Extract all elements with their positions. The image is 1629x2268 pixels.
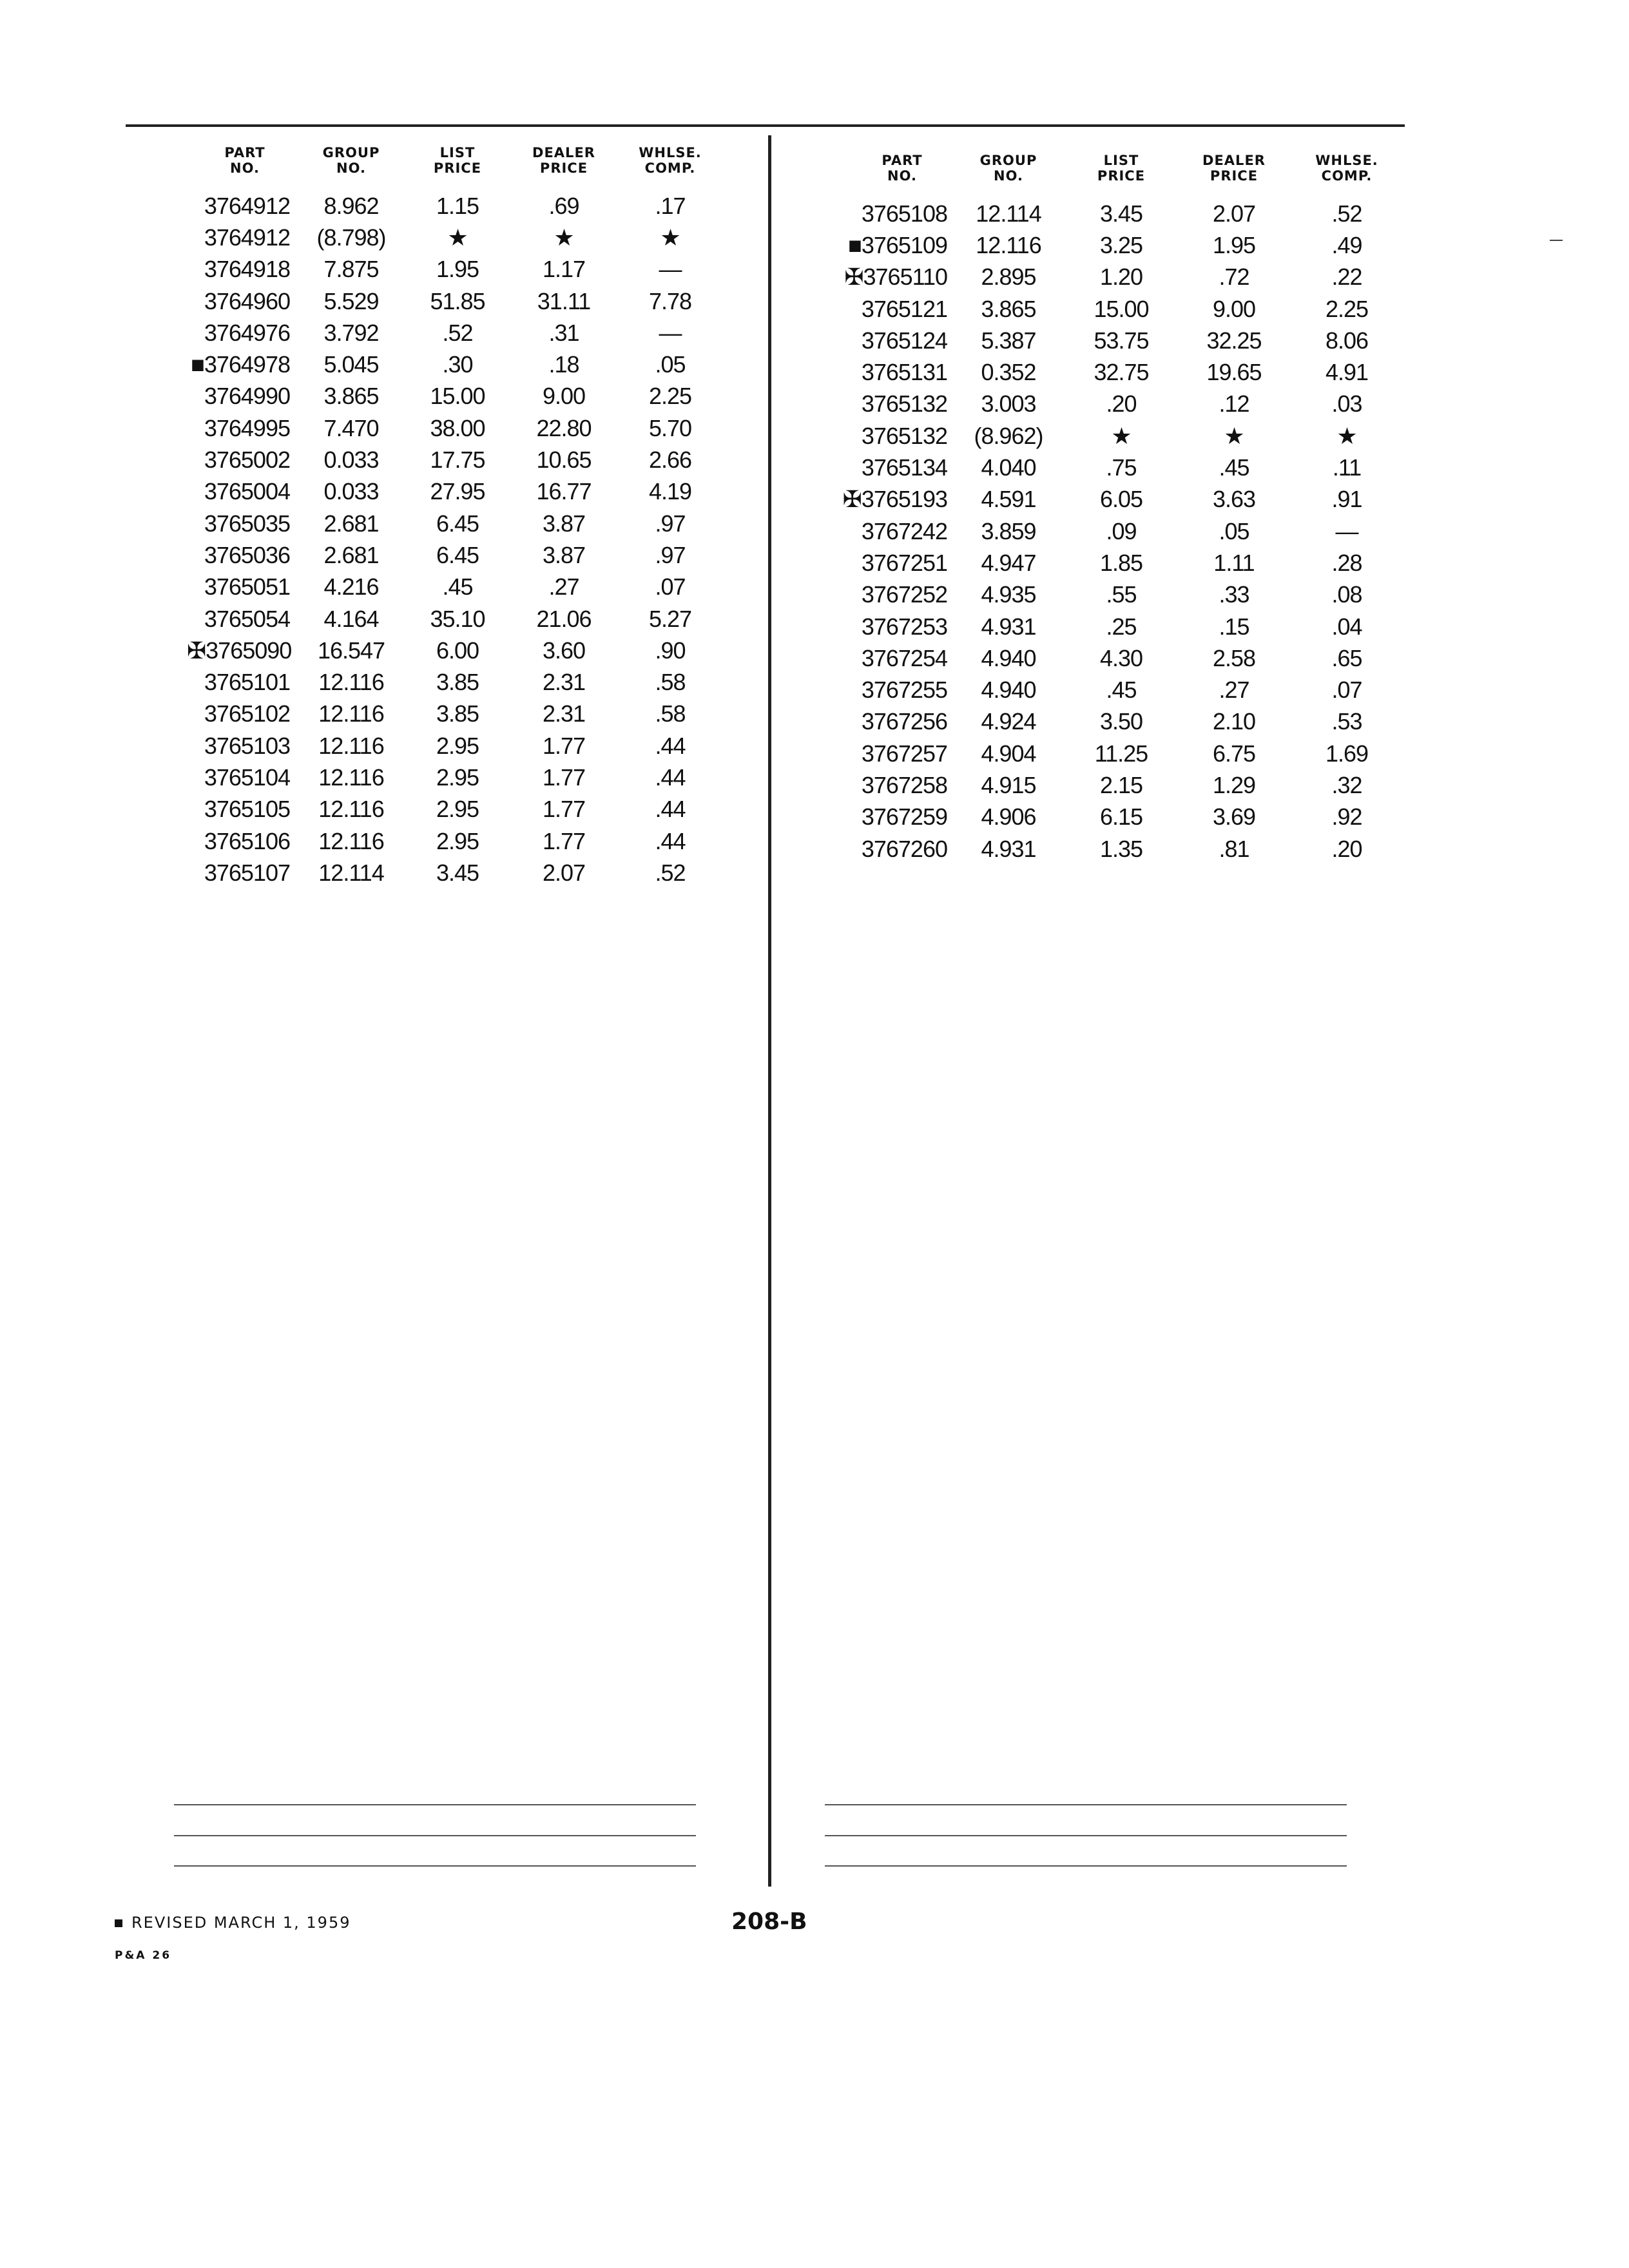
dealer-price-cell: .31 [548,319,579,346]
group-no-cell: 4.216 [323,573,379,601]
dealer-price-cell: 3.87 [542,541,586,568]
whlse-comp-cell: .49 [1331,231,1362,258]
group-no-cell: 7.470 [323,414,379,441]
table-row [838,769,1398,801]
table-row [838,325,1398,356]
square-bullet-icon [115,1919,122,1927]
table-row [838,229,1398,261]
table-row [187,412,715,444]
whlse-comp-cell: 4.19 [648,478,692,505]
group-no-cell: 8.962 [323,192,379,219]
list-price-cell: 1.95 [436,256,479,283]
whlse-comp-cell: .03 [1331,390,1362,418]
table-row [187,349,715,380]
part-no-cell: 3765106 [204,827,290,854]
dealer-price-cell: .15 [1219,613,1249,640]
list-price-cell: 3.85 [436,700,479,727]
blank-line [825,1835,1347,1836]
group-no-cell: 5.045 [323,351,379,378]
whlse-comp-cell: 1.69 [1325,740,1369,767]
group-no-cell: 5.529 [323,287,379,314]
whlse-comp-cell: .04 [1331,613,1362,640]
part-no-cell: 3765124 [861,327,947,354]
list-price-cell: .09 [1106,517,1137,544]
part-no-cell: ■3765109 [848,231,947,258]
whlse-comp-cell: .52 [655,859,686,886]
list-price-cell: 6.45 [436,510,479,537]
table-row [187,285,715,317]
table-row [838,706,1398,738]
table-row [187,381,715,412]
group-no-cell: 3.792 [323,319,379,346]
dealer-price-cell: ★ [1224,422,1244,449]
dealer-price-cell: 3.87 [542,510,586,537]
part-no-cell: 3764918 [204,256,290,283]
list-price-cell: 38.00 [430,414,485,441]
list-price-cell: ★ [447,224,468,251]
dealer-price-cell: 3.63 [1212,486,1256,513]
list-price-cell: 3.45 [1099,200,1143,227]
list-price-cell: .55 [1106,581,1137,608]
table-row [838,802,1398,833]
list-price-cell: 4.30 [1099,644,1143,671]
whlse-comp-cell: .58 [655,700,686,727]
list-price-cell: 17.75 [430,447,485,474]
list-price-cell: 6.15 [1099,803,1143,831]
part-no-cell: 3767256 [861,708,947,735]
right-table-header [838,145,1398,193]
list-price-cell: 6.45 [436,541,479,568]
whlse-comp-cell: 8.06 [1325,327,1369,354]
whlse-comp-cell: .44 [655,796,686,823]
header-part-no: PART NO. [882,153,923,184]
table-row [838,198,1398,229]
whlse-comp-cell: .11 [1332,454,1362,481]
whlse-comp-cell: 5.27 [648,605,692,632]
part-no-cell: ✠3765193 [842,486,947,513]
group-no-cell: 12.116 [318,827,384,854]
table-row [838,674,1398,706]
group-no-cell: 3.865 [323,383,379,410]
whlse-comp-cell: .28 [1331,549,1362,576]
margin-mark [1550,240,1563,241]
group-no-cell: 2.681 [323,541,379,568]
group-no-cell: 4.906 [981,803,1036,831]
dealer-price-cell: 1.11 [1213,549,1255,576]
header-list-price: LIST PRICE [1097,153,1146,184]
group-no-cell: 12.116 [318,700,384,727]
part-no-cell: 3764995 [204,414,290,441]
header-group-no: GROUP NO. [979,153,1037,184]
list-price-cell: .45 [442,573,473,601]
header-part-no: PART NO. [224,145,265,176]
part-no-cell: 3767252 [861,581,947,608]
whlse-comp-cell: 2.25 [1325,295,1369,322]
whlse-comp-cell: .65 [1331,644,1362,671]
whlse-comp-cell: .97 [655,541,686,568]
header-list-price: LIST PRICE [433,145,482,176]
table-row [838,262,1398,293]
table-row [187,635,715,666]
whlse-comp-cell: .52 [1331,200,1362,227]
group-no-cell: 12.114 [976,200,1041,227]
group-no-cell: 4.904 [981,740,1036,767]
group-no-cell: 4.940 [981,677,1036,704]
part-no-cell: 3765121 [861,295,947,322]
table-row [838,579,1398,611]
catalog-code: P&A 26 [115,1949,172,1962]
dealer-price-cell: 2.58 [1212,644,1256,671]
list-price-cell: 6.05 [1099,486,1143,513]
part-no-cell: 3767257 [861,740,947,767]
table-row [838,738,1398,769]
dealer-price-cell: .12 [1219,390,1249,418]
dealer-price-cell: ★ [554,224,574,251]
group-no-cell: 0.033 [323,447,379,474]
list-price-cell: 3.50 [1099,708,1143,735]
whlse-comp-cell: .44 [655,827,686,854]
dealer-price-cell: 1.77 [542,827,586,854]
whlse-comp-cell: 7.78 [648,287,692,314]
list-price-cell: .75 [1106,454,1137,481]
part-no-cell: 3764912 [204,224,290,251]
part-no-cell: 3765132 [861,390,947,418]
whlse-comp-cell: .44 [655,764,686,791]
header-whlse-comp: WHLSE. COMP. [1315,153,1378,184]
dealer-price-cell: 21.06 [536,605,592,632]
dealer-price-cell: 9.00 [542,383,586,410]
table-row [187,476,715,508]
list-price-cell: 6.00 [436,637,479,664]
part-no-cell: 3765004 [204,478,290,505]
group-no-cell: 2.681 [323,510,379,537]
part-no-cell: 3765102 [204,700,290,727]
list-price-cell: 1.85 [1099,549,1143,576]
part-no-cell: 3765134 [861,454,947,481]
dealer-price-cell: .27 [548,573,579,601]
whlse-comp-cell: 4.91 [1325,359,1369,386]
revised-text: REVISED MARCH 1, 1959 [131,1914,351,1932]
list-price-cell: 2.95 [436,796,479,823]
list-price-cell: 11.25 [1094,740,1148,767]
part-no-cell: 3765103 [204,732,290,759]
table-row [838,833,1398,865]
whlse-comp-cell: .22 [1331,264,1362,291]
list-price-cell: .30 [442,351,473,378]
group-no-cell: 4.591 [981,486,1036,513]
right-price-table [838,145,1398,865]
whlse-comp-cell: — [659,256,682,283]
whlse-comp-cell: .17 [655,192,686,219]
part-no-cell: 3767259 [861,803,947,831]
list-price-cell: .52 [442,319,473,346]
table-row [187,572,715,603]
part-no-cell: 3765002 [204,447,290,474]
blank-line [825,1804,1347,1805]
part-no-cell: 3764960 [204,287,290,314]
whlse-comp-cell: .32 [1331,771,1362,798]
table-row [838,389,1398,420]
dealer-price-cell: .18 [548,351,579,378]
list-price-cell: .45 [1106,677,1137,704]
part-no-cell: ■3764978 [191,351,290,378]
group-no-cell: 12.116 [318,732,384,759]
header-group-no: GROUP NO. [322,145,380,176]
group-no-cell: 4.940 [981,644,1036,671]
group-no-cell: 12.116 [976,231,1041,258]
part-no-cell: ✠3765090 [187,637,292,664]
group-no-cell: 7.875 [323,256,379,283]
dealer-price-cell: 22.80 [536,414,592,441]
table-row [838,642,1398,674]
part-no-cell: 3767260 [861,835,947,862]
list-price-cell: 1.20 [1099,264,1143,291]
dealer-price-cell: 32.25 [1206,327,1262,354]
list-price-cell: 2.95 [436,764,479,791]
table-row [187,825,715,857]
left-table-rows [187,190,715,889]
blank-line [825,1865,1347,1867]
dealer-price-cell: .72 [1219,264,1249,291]
header-whlse-comp: WHLSE. COMP. [639,145,702,176]
table-row [187,698,715,730]
whlse-comp-cell: — [1335,517,1358,544]
part-no-cell: 3765131 [861,359,947,386]
list-price-cell: 3.25 [1099,231,1143,258]
whlse-comp-cell: .90 [655,637,686,664]
dealer-price-cell: 3.69 [1212,803,1256,831]
dealer-price-cell: 1.29 [1212,771,1256,798]
dealer-price-cell: .81 [1219,835,1249,862]
list-price-cell: 2.95 [436,732,479,759]
part-no-cell: 3767254 [861,644,947,671]
dealer-price-cell: .05 [1219,517,1249,544]
group-no-cell: (8.798) [316,224,386,251]
blank-line [174,1804,696,1805]
whlse-comp-cell: .97 [655,510,686,537]
part-no-cell: ✠3765110 [844,264,947,291]
part-no-cell: 3764990 [204,383,290,410]
part-no-cell: 3767251 [861,549,947,576]
dealer-price-cell: 1.77 [542,796,586,823]
part-no-cell: 3765104 [204,764,290,791]
group-no-cell: 12.116 [318,764,384,791]
dealer-price-cell: 2.10 [1212,708,1256,735]
dealer-price-cell: 2.31 [542,700,586,727]
list-price-cell: .20 [1106,390,1137,418]
group-no-cell: 12.116 [318,669,384,696]
whlse-comp-cell: .07 [1331,677,1362,704]
dealer-price-cell: .69 [548,192,579,219]
part-no-cell: 3765108 [861,200,947,227]
list-price-cell: .25 [1106,613,1137,640]
group-no-cell: 4.164 [323,605,379,632]
part-no-cell: 3765054 [204,605,290,632]
part-no-cell: 3765051 [204,573,290,601]
whlse-comp-cell: .08 [1331,581,1362,608]
dealer-price-cell: 16.77 [536,478,592,505]
group-no-cell: 4.040 [981,454,1036,481]
part-no-cell: 3764976 [204,319,290,346]
table-row [838,484,1398,515]
blank-line [174,1865,696,1867]
dealer-price-cell: 1.95 [1212,231,1256,258]
dealer-price-cell: 1.17 [542,256,586,283]
whlse-comp-cell: 2.66 [648,447,692,474]
list-price-cell: 3.45 [436,859,479,886]
table-row [187,539,715,571]
part-no-cell: 3765105 [204,796,290,823]
group-no-cell: 3.859 [981,517,1036,544]
column-divider [768,135,771,1887]
header-dealer-price: DEALER PRICE [532,145,595,176]
table-row [187,508,715,539]
table-row [187,794,715,825]
table-row [187,222,715,253]
left-price-table [187,145,715,889]
whlse-comp-cell: .44 [655,732,686,759]
list-price-cell: 51.85 [430,287,485,314]
group-no-cell: 4.931 [981,613,1036,640]
list-price-cell: 32.75 [1094,359,1149,386]
group-no-cell: 4.915 [981,771,1036,798]
whlse-comp-cell: .07 [655,573,686,601]
table-row [187,190,715,222]
group-no-cell: 0.033 [323,478,379,505]
table-row [187,444,715,476]
dealer-price-cell: 1.77 [542,764,586,791]
part-no-cell: 3765036 [204,541,290,568]
whlse-comp-cell: .58 [655,669,686,696]
header-dealer-price: DEALER PRICE [1202,153,1266,184]
whlse-comp-cell: .53 [1331,708,1362,735]
table-row [187,317,715,349]
part-no-cell: 3767255 [861,677,947,704]
list-price-cell: ★ [1111,422,1132,449]
whlse-comp-cell: ★ [1336,422,1357,449]
list-price-cell: 2.15 [1099,771,1143,798]
revised-note [115,1914,351,1932]
table-row [187,762,715,793]
part-no-cell: 3767253 [861,613,947,640]
table-row [187,666,715,698]
whlse-comp-cell: .92 [1331,803,1362,831]
part-no-cell: 3764912 [204,192,290,219]
dealer-price-cell: 3.60 [542,637,586,664]
list-price-cell: 3.85 [436,669,479,696]
table-row [838,611,1398,642]
whlse-comp-cell: .91 [1331,486,1362,513]
table-row [838,356,1398,388]
part-no-cell: 3767242 [861,517,947,544]
list-price-cell: 2.95 [436,827,479,854]
whlse-comp-cell: 2.25 [648,383,692,410]
group-no-cell: 4.931 [981,835,1036,862]
group-no-cell: 3.865 [981,295,1036,322]
dealer-price-cell: 2.07 [1212,200,1256,227]
whlse-comp-cell: 5.70 [648,414,692,441]
dealer-price-cell: 31.11 [537,287,591,314]
whlse-comp-cell: .05 [655,351,686,378]
group-no-cell: 4.935 [981,581,1036,608]
group-no-cell: 12.114 [318,859,384,886]
table-row [838,420,1398,452]
group-no-cell: 0.352 [981,359,1036,386]
dealer-price-cell: 6.75 [1212,740,1256,767]
part-no-cell: 3765132 [861,422,947,449]
group-no-cell: 5.387 [981,327,1036,354]
table-row [187,254,715,285]
dealer-price-cell: 9.00 [1212,295,1256,322]
dealer-price-cell: 1.77 [542,732,586,759]
dealer-price-cell: .45 [1219,454,1249,481]
table-row [838,515,1398,547]
list-price-cell: 15.00 [1094,295,1149,322]
list-price-cell: 15.00 [430,383,485,410]
whlse-comp-cell: — [659,319,682,346]
whlse-comp-cell: ★ [660,224,680,251]
part-no-cell: 3767258 [861,771,947,798]
group-no-cell: 3.003 [981,390,1036,418]
dealer-price-cell: .33 [1219,581,1249,608]
dealer-price-cell: 2.31 [542,669,586,696]
whlse-comp-cell: .20 [1331,835,1362,862]
group-no-cell: 2.895 [981,264,1036,291]
group-no-cell: (8.962) [974,422,1043,449]
table-row [187,730,715,762]
group-no-cell: 4.947 [981,549,1036,576]
dealer-price-cell: 10.65 [536,447,592,474]
list-price-cell: 53.75 [1094,327,1149,354]
group-no-cell: 4.924 [981,708,1036,735]
top-rule [126,124,1405,127]
dealer-price-cell: 2.07 [542,859,586,886]
part-no-cell: 3765101 [204,669,290,696]
list-price-cell: 27.95 [430,478,485,505]
table-row [187,857,715,889]
group-no-cell: 12.116 [318,796,384,823]
dealer-price-cell: .27 [1219,677,1249,704]
dealer-price-cell: 19.65 [1206,359,1262,386]
part-no-cell: 3765107 [204,859,290,886]
right-table-rows [838,198,1398,865]
part-no-cell: 3765035 [204,510,290,537]
table-row [838,547,1398,579]
group-no-cell: 16.547 [317,637,385,664]
table-row [838,293,1398,325]
list-price-cell: 1.15 [436,192,479,219]
table-row [187,603,715,635]
table-row [838,452,1398,483]
left-table-header [187,145,715,185]
list-price-cell: 35.10 [430,605,485,632]
page-number: 208-B [731,1908,807,1935]
blank-line [174,1835,696,1836]
list-price-cell: 1.35 [1099,835,1143,862]
